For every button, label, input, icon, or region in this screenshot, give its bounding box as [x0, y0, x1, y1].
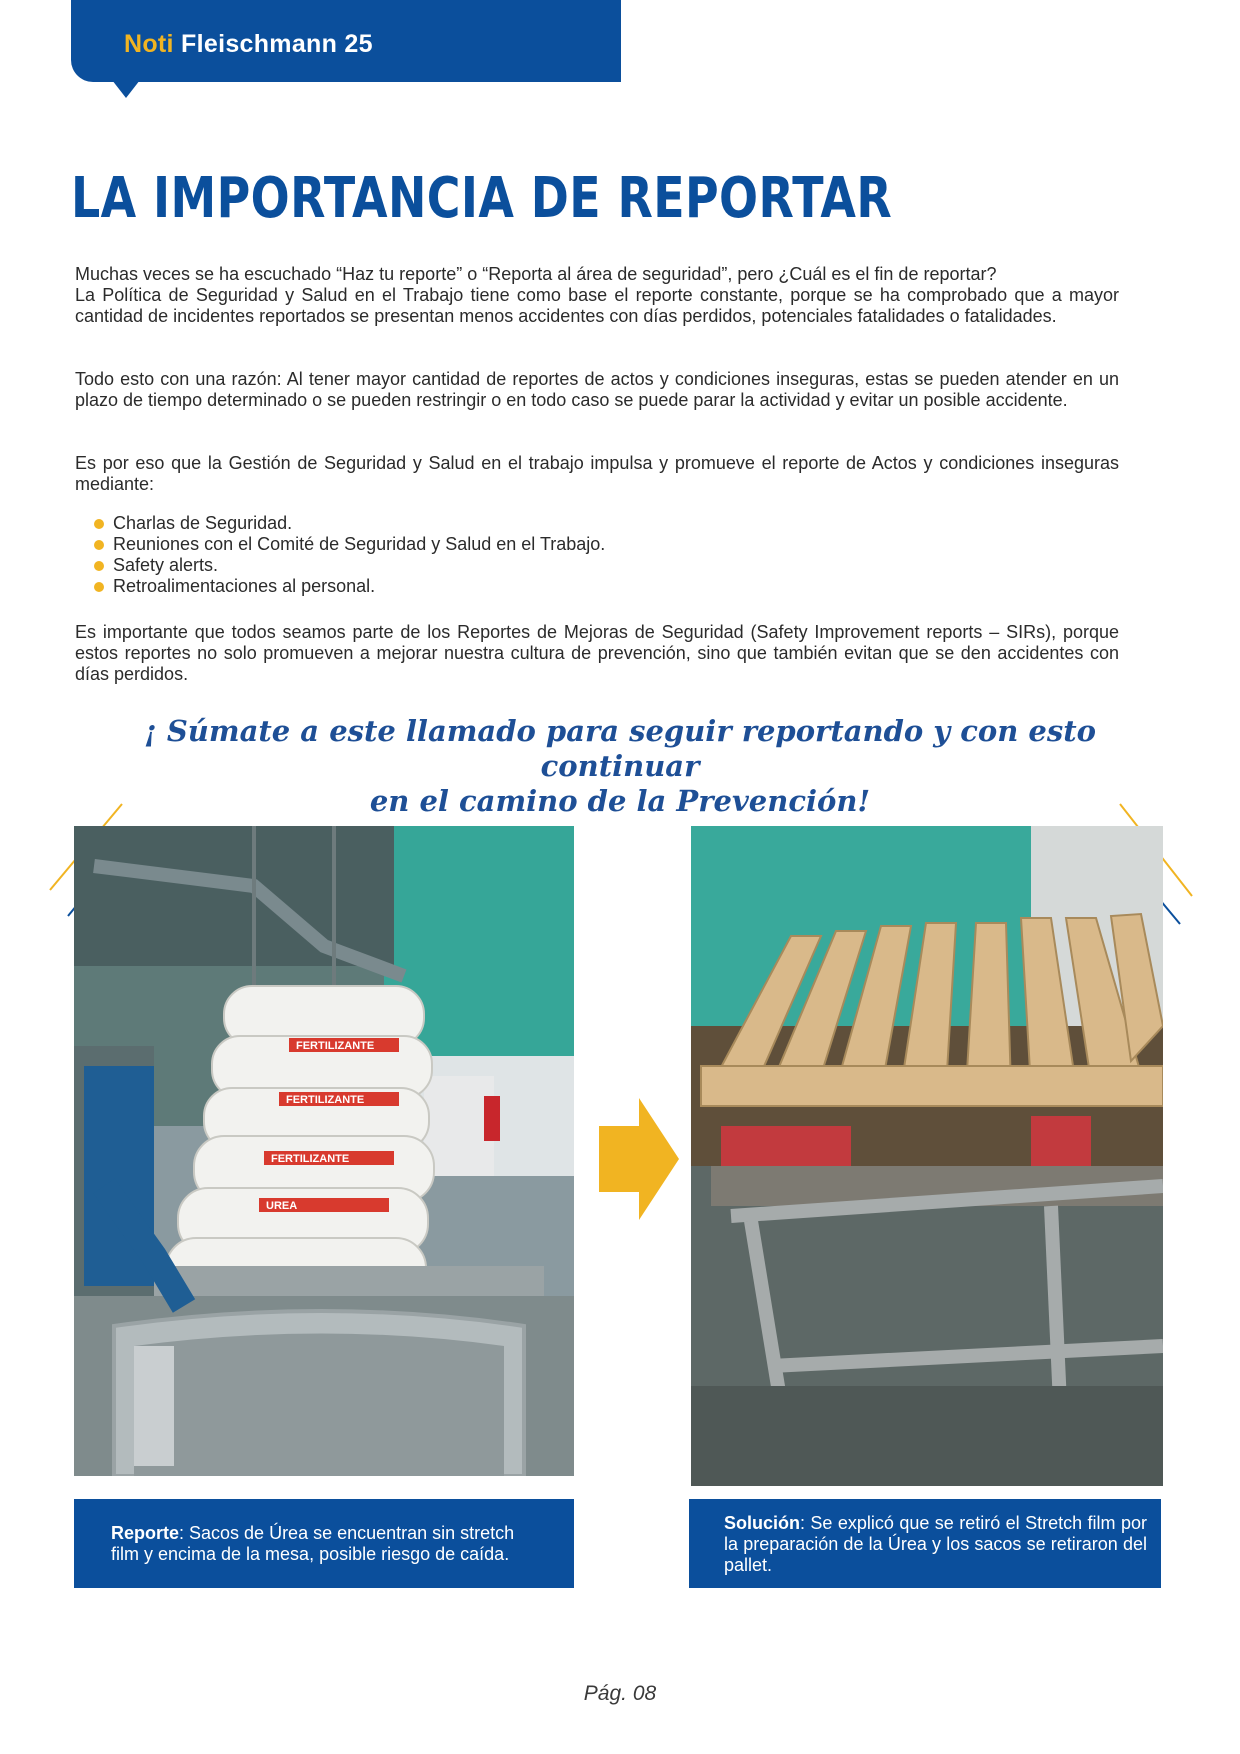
solution-photo	[691, 826, 1163, 1486]
arrow-right-icon	[599, 1098, 679, 1220]
solution-caption	[689, 1499, 1161, 1588]
sack-label: UREA	[266, 1200, 298, 1212]
paragraph-intro	[75, 264, 1119, 327]
report-photo	[74, 826, 574, 1476]
paragraph-reason	[75, 369, 1119, 411]
paragraph-intro-line2: La Política de Seguridad y Salud en el Trabajo tiene como base el reporte constante, porque se ha comprobado que a mayor cantidad de incidentes reportados se presentan menos accidentes con días perdidos, potenciales fatalidades o fatalidades.	[75, 285, 1119, 326]
header-tab-pointer	[112, 80, 140, 98]
bullet-item	[94, 576, 605, 597]
callout-line-2: en el camino de la Prevención!	[369, 784, 871, 818]
paragraph-reason-text: Todo esto con una razón: Al tener mayor cantidad de reportes de actos y condiciones inseguras, estas se pueden atender en un plazo de tiempo determinado o se pueden restringir o en todo caso se puede parar la actividad y evitar un posible accidente.	[75, 369, 1119, 410]
paragraph-sirs-text: Es importante que todos seamos parte de los Reportes de Mejoras de Seguridad (Safety Improvement reports – SIRs), porque estos reportes no solo promueven a mejorar nuestra cultura de prevención, sino que también evitan que se den accidentes con días perdidos.	[75, 622, 1119, 684]
newsletter-title	[124, 30, 373, 59]
report-caption-text: : Sacos de Úrea se encuentran sin stretch film y encima de la mesa, posible riesgo de caída.	[111, 1523, 515, 1564]
report-caption-label: Reporte	[111, 1523, 180, 1543]
sack-label: FERTILIZANTE	[286, 1094, 365, 1106]
paragraph-promotion-text: Es por eso que la Gestión de Seguridad y Salud en el trabajo impulsa y promueve el reporte de Actos y condiciones inseguras mediante:	[75, 453, 1119, 494]
bullet-dot-icon	[94, 519, 104, 529]
paragraph-intro-line1: Muchas veces se ha escuchado “Haz tu reporte” o “Reporta al área de seguridad”, pero ¿Cuál es el fin de reportar?	[75, 264, 997, 284]
bullet-item	[94, 555, 605, 576]
newsletter-issue: Fleischmann 25	[181, 30, 373, 58]
article-title: LA IMPORTANCIA DE REPORTAR	[71, 166, 893, 231]
bullet-list	[94, 513, 605, 597]
callout-quote	[120, 714, 1120, 819]
bullet-dot-icon	[94, 540, 104, 550]
report-caption	[74, 1499, 574, 1588]
solution-caption-text: : Se explicó que se retiró el Stretch film por la preparación de la Úrea y los sacos se retiraron del pallet.	[724, 1513, 1147, 1575]
paragraph-sirs	[75, 622, 1119, 685]
bullet-dot-icon	[94, 582, 104, 592]
bullet-dot-icon	[94, 561, 104, 571]
page-number: Pág. 08	[583, 1682, 657, 1705]
solution-caption-label: Solución	[724, 1513, 800, 1533]
callout-line-1: ¡ Súmate a este llamado para seguir reportando y con esto continuar	[144, 714, 1096, 783]
bullet-item	[94, 513, 605, 534]
bullet-text: Charlas de Seguridad.	[113, 513, 293, 533]
sack-label: FERTILIZANTE	[271, 1153, 350, 1165]
paragraph-promotion	[75, 453, 1119, 495]
bullet-text: Retroalimentaciones al personal.	[113, 576, 376, 596]
bullet-item	[94, 534, 605, 555]
bullet-text: Reuniones con el Comité de Seguridad y Salud en el Trabajo.	[113, 534, 606, 554]
sack-label: FERTILIZANTE	[296, 1040, 375, 1052]
newsletter-brand: Noti	[124, 30, 174, 58]
bullet-text: Safety alerts.	[113, 555, 219, 575]
